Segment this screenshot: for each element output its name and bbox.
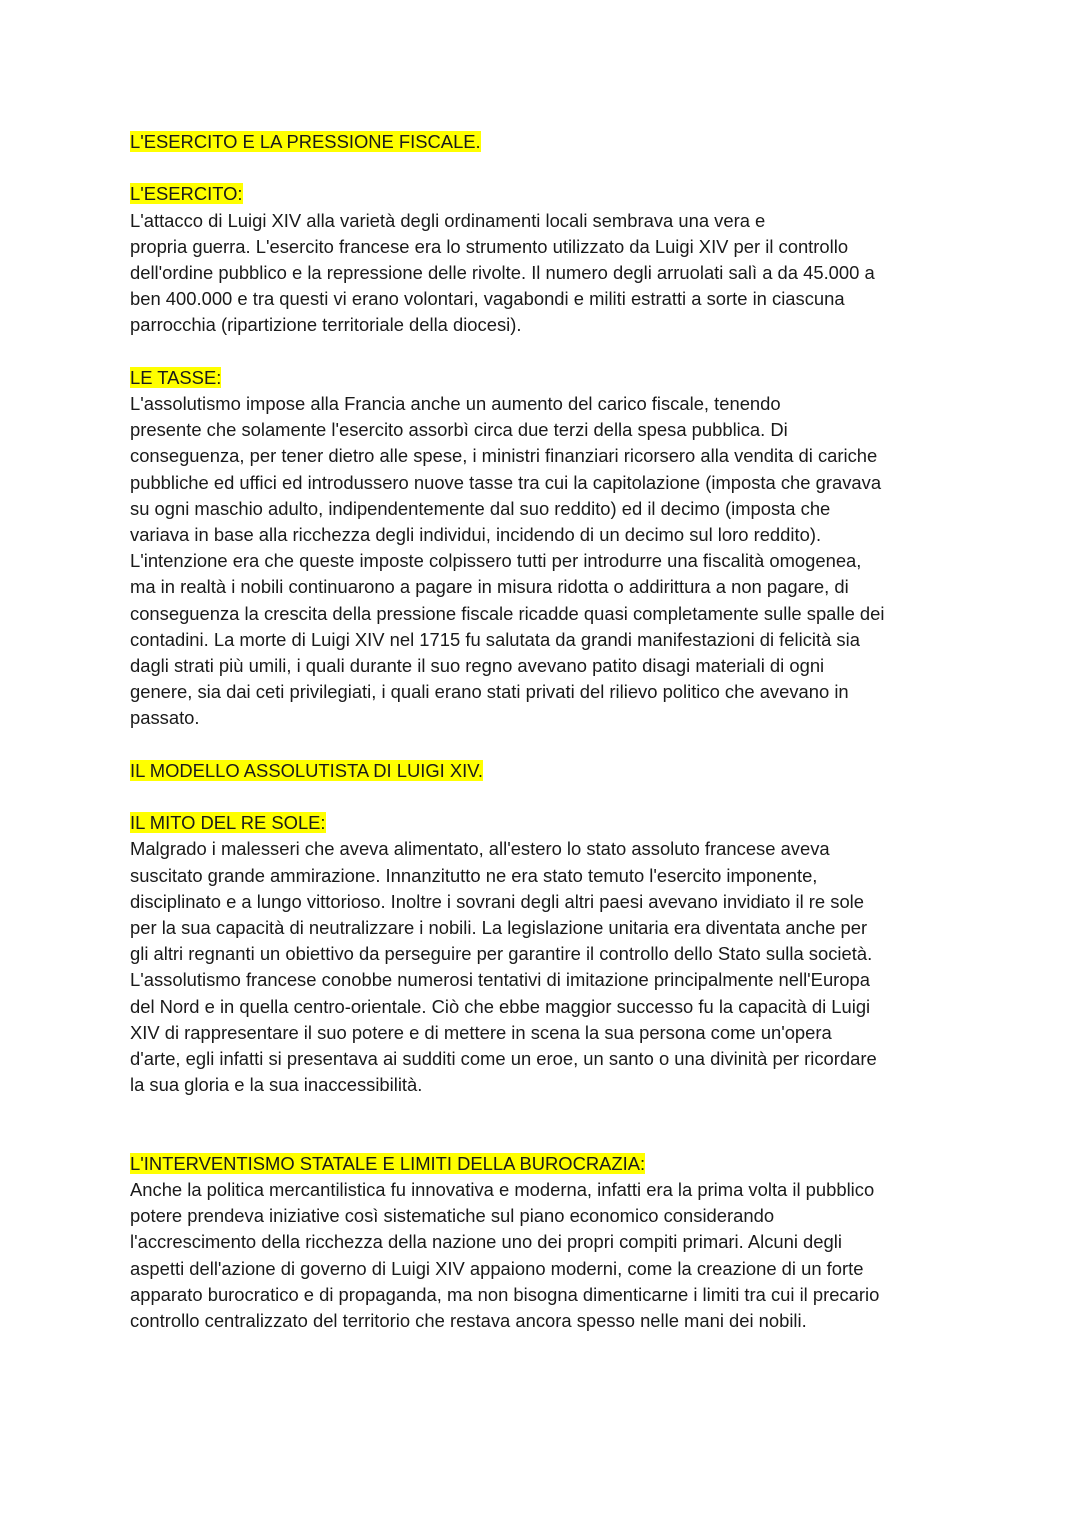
text-line: per la sua capacità di neutralizzare i nobili. La legislazione unitaria era diventata anche per: [130, 917, 868, 939]
highlighted-heading: IL MITO DEL RE SOLE:: [130, 812, 326, 834]
text-line: L'intenzione era che queste imposte colpissero tutti per introdurre una fiscalità omogenea,: [130, 550, 862, 572]
text-line: apparato burocratico e di propaganda, ma non bisogna dimenticarne i limiti tra cui il precario: [130, 1283, 880, 1305]
spacer: [130, 784, 960, 810]
paragraph-interventismo: [130, 1177, 960, 1334]
highlighted-heading: LE TASSE:: [130, 366, 222, 388]
spacer: [130, 1098, 960, 1150]
text-line: aspetti dell'azione di governo di Luigi XIV appaiono moderni, come la creazione di un forte: [130, 1257, 864, 1279]
text-line: parrocchia (ripartizione territoriale della diocesi).: [130, 314, 522, 336]
text-line: L'attacco di Luigi XIV alla varietà degli ordinamenti locali sembrava una vera e: [130, 209, 766, 231]
text-line: genere, sia dai ceti privilegiati, i quali erano stati privati del rilievo politico che avevano in: [130, 681, 849, 703]
text-line: la sua gloria e la sua inaccessibilità.: [130, 1074, 423, 1096]
text-line: conseguenza, per tener dietro alle spese, i ministri finanziari ricorsero alla vendita di cariche: [130, 445, 878, 467]
text-line: l'accrescimento della ricchezza della nazione uno dei propri compiti primari. Alcuni degli: [130, 1231, 842, 1253]
highlighted-heading: L'ESERCITO E LA PRESSIONE FISCALE.: [130, 131, 481, 152]
text-line: Anche la politica mercantilistica fu innovativa e moderna, infatti era la prima volta il pubblico: [130, 1179, 875, 1201]
highlighted-heading: IL MODELLO ASSOLUTISTA DI LUIGI XIV.: [130, 759, 483, 781]
spacer: [130, 732, 960, 758]
spacer: [130, 339, 960, 365]
text-line: propria guerra. L'esercito francese era lo strumento utilizzato da Luigi XIV per il controllo: [130, 235, 849, 257]
text-line: d'arte, egli infatti si presentava ai sudditi come un eroe, un santo o una divinità per ricordare: [130, 1048, 877, 1070]
section-heading-re-sole: [130, 810, 960, 836]
paragraph-re-sole: [130, 836, 960, 1098]
section-heading-interventismo: [130, 1151, 960, 1177]
text-line: L'assolutismo impose alla Francia anche un aumento del carico fiscale, tenendo: [130, 393, 781, 414]
section-heading-main-1: [130, 129, 960, 155]
text-line: contadini. La morte di Luigi XIV nel 1715 fu salutata da grandi manifestazioni di felicità sia: [130, 628, 860, 650]
section-heading-tasse: [130, 365, 960, 391]
text-line: XIV di rappresentare il suo potere e di mettere in scena la sua persona come un'opera: [130, 1021, 832, 1043]
text-line: pubbliche ed uffici ed introdussero nuove tasse tra cui la capitolazione (imposta che gravava: [130, 471, 882, 493]
text-line: passato.: [130, 707, 200, 729]
text-line: potere prendeva iniziative così sistematiche sul piano economico considerando: [130, 1205, 775, 1227]
highlighted-heading: L'ESERCITO:: [130, 183, 243, 205]
text-line: L'assolutismo francese conobbe numerosi tentativi di imitazione principalmente nell'Europa: [130, 969, 870, 991]
text-line: del Nord e in quella centro-orientale. Ciò che ebbe maggior successo fu la capacità di Luigi: [130, 995, 871, 1017]
text-line: Malgrado i malesseri che aveva alimentato, all'estero lo stato assoluto francese aveva: [130, 838, 830, 860]
text-line: controllo centralizzato del territorio che restava ancora spesso nelle mani dei nobili.: [130, 1310, 807, 1332]
section-heading-main-2: [130, 758, 960, 784]
text-line: su ogni maschio adulto, indipendentemente dal suo reddito) ed il decimo (imposta che: [130, 497, 831, 519]
text-line: variava in base alla ricchezza degli individui, incidendo di un decimo sul loro reddito).: [130, 524, 822, 546]
paragraph-tasse: [130, 391, 960, 732]
spacer: [130, 155, 960, 181]
text-line: ben 400.000 e tra questi vi erano volontari, vagabondi e militi estratti a sorte in ciascuna: [130, 288, 845, 310]
highlighted-heading: L'INTERVENTISMO STATALE E LIMITI DELLA BUROCRAZIA:: [130, 1152, 646, 1174]
section-heading-esercito: [130, 181, 960, 207]
text-line: dell'ordine pubblico e la repressione delle rivolte. Il numero degli arruolati salì a da 45.000 a: [130, 262, 875, 283]
text-line: ma in realtà i nobili continuarono a pagare in misura ridotta o addirittura a non pagare, di: [130, 576, 849, 598]
text-line: gli altri regnanti un obiettivo da perseguire per garantire il controllo dello Stato sulla società.: [130, 943, 873, 965]
document-page: [130, 129, 960, 1334]
text-line: dagli strati più umili, i quali durante il suo regno avevano patito disagi materiali di ogni: [130, 655, 825, 677]
paragraph-esercito: [130, 208, 960, 339]
text-line: presente che solamente l'esercito assorbì circa due terzi della spesa pubblica. Di: [130, 419, 788, 441]
text-line: conseguenza la crescita della pressione fiscale ricadde quasi completamente sulle spalle dei: [130, 602, 885, 624]
text-line: disciplinato e a lungo vittorioso. Inoltre i sovrani degli altri paesi avevano invidiato il re sole: [130, 890, 864, 912]
text-line: suscitato grande ammirazione. Innanzitutto ne era stato temuto l'esercito imponente,: [130, 864, 818, 886]
